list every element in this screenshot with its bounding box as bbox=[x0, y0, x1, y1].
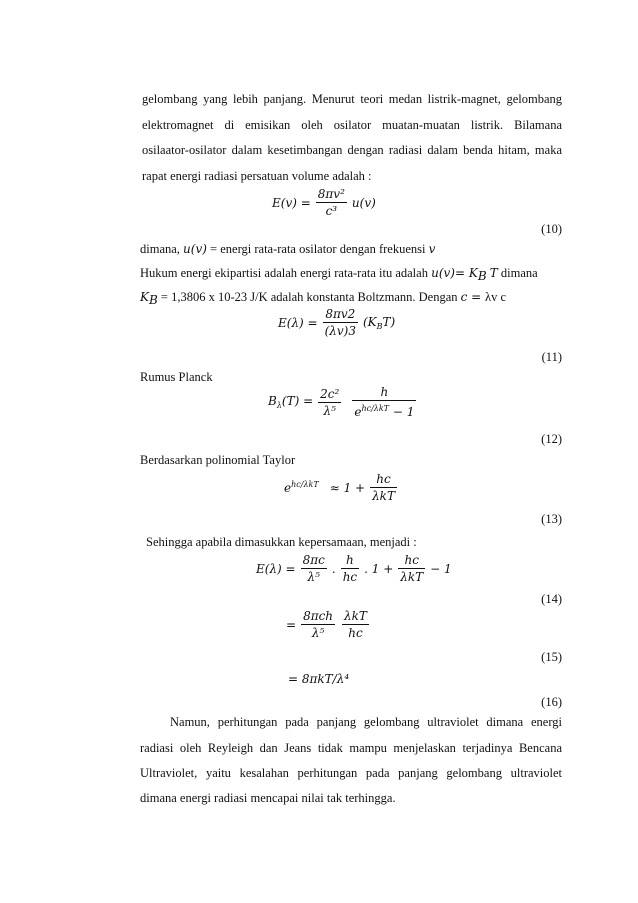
eq14-den3: λkT bbox=[400, 570, 424, 584]
para1-line2: elektromagnet di emisikan oleh osilator muatan-muatan listrik. Bilamana bbox=[142, 118, 562, 132]
eq11-fraction bbox=[323, 306, 358, 339]
hukum-sub: B bbox=[477, 269, 487, 283]
final-para-line2: radiasi oleh Reyleigh dan Jeans tidak mampu menjelaskan terjadinya Bencana bbox=[140, 741, 562, 755]
hukum-T: T bbox=[489, 266, 498, 280]
rumus-planck-label: Rumus Planck bbox=[140, 370, 213, 384]
eq10-denominator: c³ bbox=[325, 204, 338, 218]
kb-math: c = bbox=[460, 290, 486, 304]
para1-line3: osilaator-osilator dalam kesetimbangan dengan radiasi dalam benda hitam, maka bbox=[142, 143, 562, 157]
eq13-approx: ≈ 1 + bbox=[329, 480, 366, 495]
hukum-line bbox=[140, 266, 538, 283]
dimana-text: = energi rata-rata osilator dengan frekuensi bbox=[210, 242, 426, 256]
boltzmann-line bbox=[140, 290, 506, 307]
eq15-num1: 8πch bbox=[303, 609, 334, 623]
eq14-fraction-2 bbox=[341, 552, 359, 585]
eq14-fraction-3 bbox=[398, 552, 425, 585]
eq14-num2: h bbox=[341, 552, 359, 569]
eq11-number: (11) bbox=[541, 350, 562, 364]
eq10-fraction bbox=[316, 186, 347, 219]
hukum-prefix: Hukum energi ekipartisi adalah energi rata-rata itu adalah bbox=[140, 266, 428, 280]
eq12-number: (12) bbox=[541, 432, 562, 446]
dimana-var: v bbox=[428, 242, 436, 256]
eq14-number: (14) bbox=[541, 592, 562, 606]
eq14-den1: λ⁵ bbox=[307, 570, 320, 584]
eq15-fraction-2 bbox=[342, 608, 369, 641]
eq13-num: hc bbox=[370, 471, 397, 488]
equation-12 bbox=[268, 384, 418, 420]
eq11-denominator: (λv)3 bbox=[324, 324, 356, 338]
eq14-mid: . 1 + bbox=[364, 561, 394, 576]
eq10-lhs: E(v) = bbox=[272, 195, 311, 210]
sehingga-label: Sehingga apabila dimasukkan kepersamaan, menjadi : bbox=[146, 535, 417, 549]
eq11-lhs: E(λ) = bbox=[278, 315, 318, 330]
eq14-fraction-1 bbox=[301, 552, 327, 585]
eq14-num1: 8πc bbox=[302, 553, 325, 567]
eq10-rhs: u(v) bbox=[351, 195, 376, 210]
eq13-lhs: $e^{hc/\lambda kT}$ bbox=[284, 480, 319, 495]
eq13-den: λkT bbox=[372, 489, 395, 503]
eq15-num2: λkT bbox=[344, 609, 367, 623]
eq14-num3: hc bbox=[398, 552, 425, 569]
eq15-fraction-1 bbox=[301, 608, 335, 641]
hukum-post: dimana bbox=[500, 266, 538, 280]
eq14-lhs: E(λ) = bbox=[256, 561, 296, 576]
eq12-num2: h bbox=[352, 384, 416, 401]
dimana-line bbox=[140, 242, 435, 257]
kb-post: λv c bbox=[485, 290, 507, 304]
eq11-rhs: $(K_BT)$ bbox=[363, 314, 396, 331]
equation-13 bbox=[284, 471, 399, 504]
final-para-line4: dimana energi radiasi mencapai nilai tak terhingga. bbox=[140, 791, 396, 805]
eq12-den1: λ⁵ bbox=[323, 403, 336, 418]
eq10-numerator: 8πv² bbox=[317, 187, 345, 201]
eq12-fraction-2 bbox=[352, 384, 416, 420]
eq15-equals: = bbox=[286, 617, 297, 632]
dimana-prefix: dimana, bbox=[140, 242, 180, 256]
dimana-math: u(v) bbox=[183, 242, 207, 256]
eq13-number: (13) bbox=[541, 512, 562, 526]
para1-line4: rapat energi radiasi persatuan volume adalah : bbox=[142, 169, 372, 183]
eq12-lhs: $B_\lambda(T)$ = bbox=[268, 394, 314, 410]
eq14-dot: . bbox=[331, 561, 336, 576]
kb-text: = 1,3806 x 10-23 J/K adalah konstanta Boltzmann. Dengan bbox=[160, 290, 458, 304]
para1-line1: gelombang yang lebih panjang. Menurut teori medan listrik-magnet, gelombang bbox=[142, 92, 562, 106]
equation-15 bbox=[286, 608, 371, 641]
eq11-numerator: 8πv2 bbox=[323, 306, 358, 323]
eq15-number: (15) bbox=[541, 650, 562, 664]
equation-10 bbox=[272, 186, 376, 219]
final-para-line1: Namun, perhitungan pada panjang gelombang ultraviolet dimana energi bbox=[170, 715, 562, 729]
equation-11 bbox=[278, 306, 395, 339]
eq13-fraction bbox=[370, 471, 397, 504]
kb-K: K bbox=[140, 290, 149, 304]
final-para-line3: Ultraviolet, yaitu kesalahan perhitungan pada panjang gelombang ultraviolet bbox=[140, 766, 562, 780]
equation-14 bbox=[256, 552, 452, 585]
eq14-tail: − 1 bbox=[430, 561, 452, 576]
berdasarkan-label: Berdasarkan polinomial Taylor bbox=[140, 453, 296, 467]
eq10-number: (10) bbox=[541, 222, 562, 236]
kb-sub: B bbox=[148, 293, 158, 307]
eq15-den1: λ⁵ bbox=[311, 626, 325, 640]
eq15-den2: hc bbox=[348, 626, 363, 640]
hukum-math: u(v)= K bbox=[431, 266, 478, 280]
eq16-number: (16) bbox=[541, 695, 562, 709]
equation-16: = 8πkT/λ⁴ bbox=[288, 672, 350, 686]
eq12-num1: 2c² bbox=[320, 386, 340, 401]
eq12-den2: $e^{hc/\lambda kT} - 1$ bbox=[354, 404, 415, 419]
eq12-fraction-1 bbox=[318, 386, 341, 419]
eq14-den2: hc bbox=[342, 570, 358, 584]
